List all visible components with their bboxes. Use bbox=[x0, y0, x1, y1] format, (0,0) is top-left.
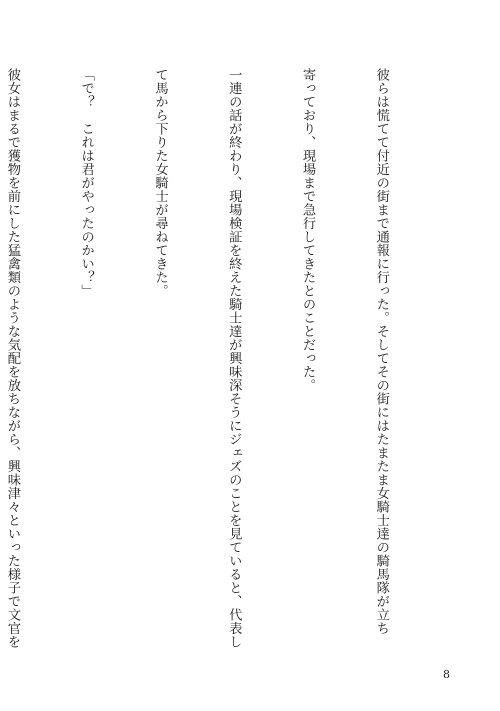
vertical-text-body bbox=[4, 68, 442, 658]
text-line: 一連の話が終わり、現場検証を終えた騎士達が興味深そうにジェズのことを見ていると、代表し bbox=[226, 68, 242, 649]
text-line: 「で？ これは君がやったのかい？」 bbox=[78, 68, 94, 298]
page-number: 8 bbox=[443, 668, 450, 681]
text-line: 彼らは慌てて付近の街まで通報に行った。そしてその街にはたまたま女騎士達の騎馬隊が立ち bbox=[373, 68, 389, 635]
text-line: て馬から下りた女騎士が尋ねてきた。 bbox=[152, 68, 168, 298]
text-line: 彼女はまるで獲物を前にした猛禽類のような気配を放ちながら、興味津々といった様子で文官を bbox=[4, 68, 20, 649]
text-line: 寄っており、現場まで急行してきたとのことだった。 bbox=[300, 68, 316, 392]
